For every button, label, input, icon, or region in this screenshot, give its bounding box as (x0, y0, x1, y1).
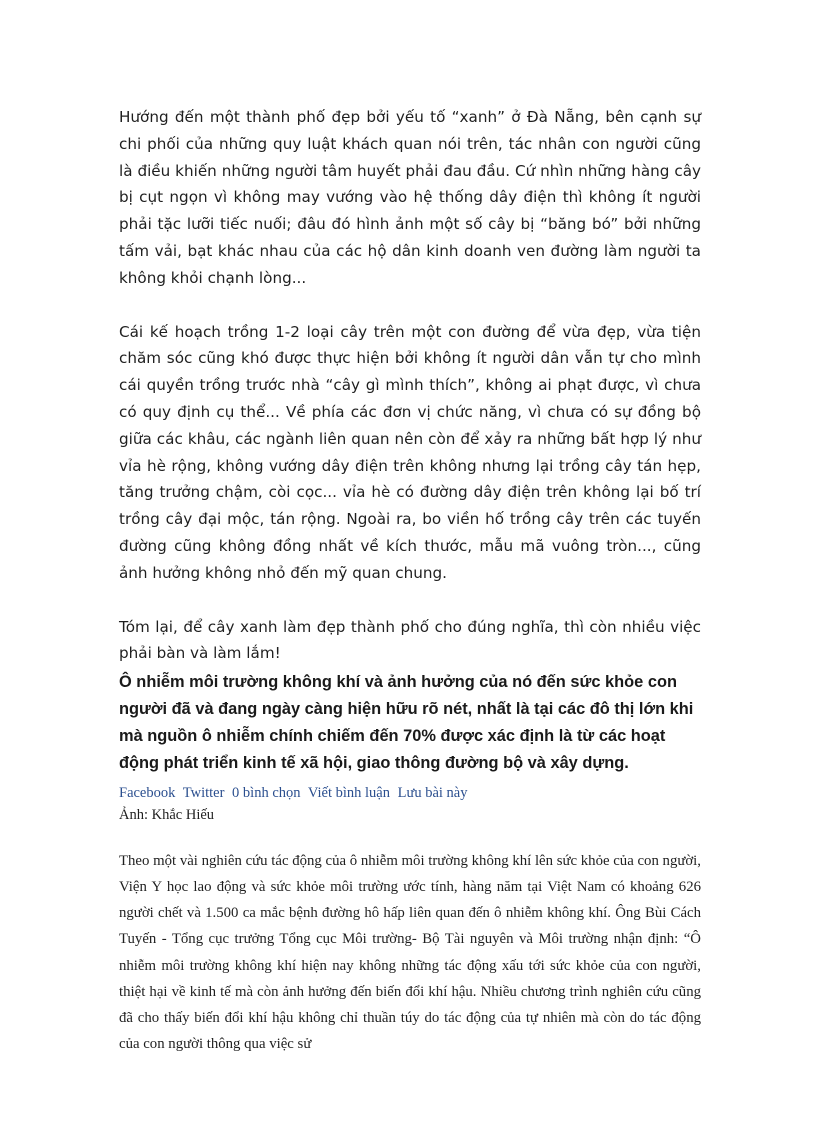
document-page (119, 104, 701, 1057)
write-comment-link[interactable]: Viết bình luận (307, 785, 390, 802)
paragraph-city-trees: Hướng đến một thành phố đẹp bởi yếu tố “xanh” ở Đà Nẵng, bên cạnh sự chi phối của những quy luật khách quan nói trên, tác nhân con người cũng là điều khiến những người tâm huyết phải đau đầu. Cứ nhìn những hàng cây bị cụt ngọn vì không may vướng vào hệ thống dây điện thì không ít người phải tặc lưỡi tiếc nuối; đâu đó hình ảnh một số cây bị “băng bó” bởi những tấm vải, bạt khác nhau của các hộ dân kinh doanh ven đường làm người ta không khỏi chạnh lòng... (119, 108, 701, 287)
paragraph-air-pollution: Theo một vài nghiên cứu tác động của ô nhiễm môi trường không khí lên sức khỏe của con người, Viện Y học lao động và sức khỏe môi trường ước tính, hàng năm tại Việt Nam có khoảng 626 người chết và 1.500 ca mắc bệnh đường hô hấp liên quan đến ô nhiễm không khí. Ông Bùi Cách Tuyến - Tổng cục trưởng Tổng cục Môi trường- Bộ Tài nguyên và Môi trường nhận định: “Ô nhiễm môi trường không khí hiện nay không những tác động xấu tới sức khỏe của con người, thiệt hại về kinh tế mà còn ảnh hưởng đến biến đổi khí hậu. Nhiều chương trình nghiên cứu cũng đã cho thấy biến đổi khí hậu không chỉ thuần túy do tác động của tự nhiên mà còn do tác động của con người thông qua việc sử (119, 853, 701, 1052)
paragraph-conclusion: Tóm lại, để cây xanh làm đẹp thành phố cho đúng nghĩa, thì còn nhiều việc phải bàn và làm lắm! (119, 617, 701, 663)
paragraph-planting-plan: Cái kế hoạch trồng 1-2 loại cây trên một con đường để vừa đẹp, vừa tiện chăm sóc cũng khó được thực hiện bởi không ít người dân vẫn tự cho mình cái quyền trồng trước nhà “cây gì mình thích”, không ai phạt được, vì chưa có quy định cụ thể... Về phía các đơn vị chức năng, vì chưa có sự đồng bộ giữa các khâu, các ngành liên quan nên còn để xảy ra những bất hợp lý như vỉa hè rộng, không vướng dây điện trên không nhưng lại trồng cây tán hẹp, tăng trưởng chậm, còi cọc... vỉa hè có đường dây điện trên không lại bố trí trồng cây đại mộc, tán rộng. Ngoài ra, bo viền hố trồng cây trên các tuyến đường cũng không đồng nhất về kích thước, mẫu mã vuông tròn..., cũng ảnh hưởng không nhỏ đến mỹ quan chung. (119, 322, 701, 582)
vote-count-link[interactable]: 0 bình chọn (232, 785, 301, 802)
save-article-link[interactable]: Lưu bài này (397, 785, 468, 802)
facebook-link[interactable]: Facebook (119, 785, 176, 802)
article-lead: Ô nhiễm môi trường không khí và ảnh hưởng của nó đến sức khỏe con người đã và đang ngày càng hiện hữu rõ nét, nhất là tại các đô thị lớn khi mà nguồn ô nhiễm chính chiếm đến 70% được xác định là từ các hoạt động phát triển kinh tế xã hội, giao thông đường bộ và xây dựng. (119, 673, 694, 773)
twitter-link[interactable]: Twitter (182, 785, 225, 802)
article-action-links (119, 782, 701, 804)
photo-credit: Ảnh: Khắc Hiếu (119, 807, 215, 824)
